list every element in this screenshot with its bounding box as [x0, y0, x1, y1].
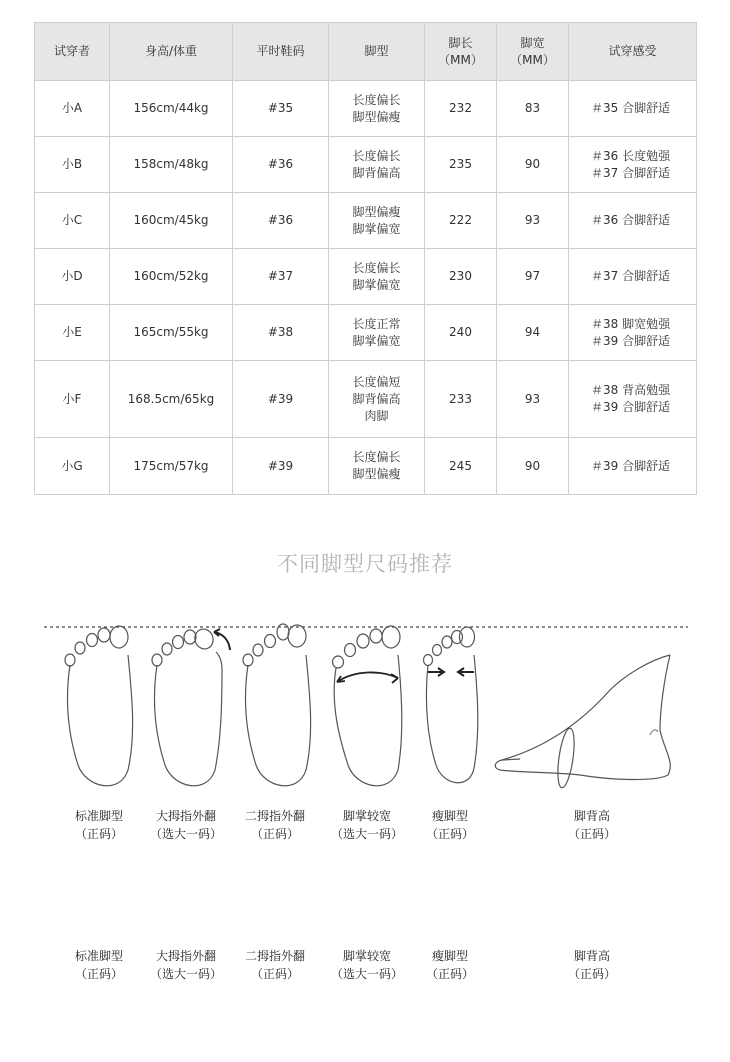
foot-type-label	[400, 947, 500, 983]
high-instep-foot-icon	[495, 655, 670, 789]
foot-type-name: 脚背高	[573, 949, 610, 963]
foot-shape-line: 脚背偏高	[352, 391, 401, 406]
header-foot-shape: 脚型	[329, 23, 425, 81]
foot-shape-line: 长度偏短	[352, 374, 401, 389]
table-row	[35, 438, 697, 495]
foot-type-name: 标准脚型	[74, 949, 123, 963]
cell-trial-feeling	[569, 305, 697, 361]
foot-shape-line: 脚掌偏宽	[352, 333, 401, 348]
size-trial-table-wrap	[34, 22, 696, 495]
cell-foot-length: 222	[425, 193, 497, 249]
foot-type-advice: （正码）	[567, 967, 616, 981]
cell-usual-size: #38	[233, 305, 329, 361]
cell-trial-feeling	[569, 137, 697, 193]
foot-type-name: 二拇指外翻	[244, 949, 305, 963]
cell-foot-shape	[329, 438, 425, 495]
cell-height-weight: 160cm/45kg	[110, 193, 233, 249]
cell-foot-width: 90	[497, 438, 569, 495]
header-usual-size: 平时鞋码	[233, 23, 329, 81]
foot-type-advice: （选大一码）	[330, 827, 403, 841]
foot-type-illustration	[0, 610, 730, 810]
foot-type-advice: （正码）	[250, 967, 299, 981]
standard-foot-icon	[65, 626, 133, 786]
foot-shape-line: 脚掌偏宽	[352, 221, 401, 236]
cell-trial-feeling	[569, 193, 697, 249]
cell-foot-length: 245	[425, 438, 497, 495]
cell-usual-size: #35	[233, 81, 329, 137]
table-row	[35, 81, 697, 137]
feeling-line: ＃37 合脚舒适	[591, 165, 671, 180]
cell-foot-shape	[329, 249, 425, 305]
cell-tester: 小F	[35, 361, 110, 438]
foot-type-advice: （正码）	[250, 827, 299, 841]
header-foot-width-label: 脚宽	[520, 35, 545, 50]
feeling-line: ＃38 脚宽勉强	[591, 316, 671, 331]
cell-usual-size: #36	[233, 193, 329, 249]
foot-type-advice: （正码）	[74, 827, 123, 841]
cell-foot-width: 90	[497, 137, 569, 193]
foot-type-advice: （正码）	[567, 827, 616, 841]
cell-usual-size: #39	[233, 438, 329, 495]
foot-shape-line: 脚掌偏宽	[352, 277, 401, 292]
table-row	[35, 361, 697, 438]
cell-height-weight: 156cm/44kg	[110, 81, 233, 137]
foot-type-name: 大拇指外翻	[155, 949, 216, 963]
cell-height-weight: 158cm/48kg	[110, 137, 233, 193]
foot-shape-line: 脚背偏高	[352, 165, 401, 180]
foot-type-advice: （正码）	[74, 967, 123, 981]
foot-type-label	[136, 947, 236, 983]
bunion-foot-icon	[152, 627, 230, 786]
foot-type-label	[542, 807, 642, 843]
cell-foot-length: 230	[425, 249, 497, 305]
cell-foot-length: 240	[425, 305, 497, 361]
cell-height-weight: 168.5cm/65kg	[110, 361, 233, 438]
cell-trial-feeling	[569, 438, 697, 495]
cell-foot-width: 83	[497, 81, 569, 137]
foot-shape-line: 长度偏长	[352, 450, 401, 464]
cell-tester: 小C	[35, 193, 110, 249]
header-foot-length-unit: （MM）	[438, 52, 483, 67]
table-row	[35, 137, 697, 193]
cell-foot-width: 93	[497, 361, 569, 438]
header-foot-length	[425, 23, 497, 81]
header-foot-length-label: 脚长	[448, 35, 473, 50]
cell-usual-size: #36	[233, 137, 329, 193]
cell-foot-shape	[329, 137, 425, 193]
feeling-line: ＃39 合脚舒适	[591, 458, 671, 473]
cell-foot-width: 97	[497, 249, 569, 305]
wide-foot-icon	[333, 626, 402, 786]
feeling-line: ＃39 合脚舒适	[591, 333, 671, 348]
table-row	[35, 249, 697, 305]
cell-height-weight: 175cm/57kg	[110, 438, 233, 495]
feeling-line: ＃37 合脚舒适	[591, 269, 671, 283]
section-title: 不同脚型尺码推荐	[277, 552, 453, 576]
foot-type-advice: （选大一码）	[149, 967, 222, 981]
foot-type-name: 二拇指外翻	[244, 809, 305, 823]
foot-shape-line: 长度偏长	[352, 148, 401, 163]
cell-foot-shape	[329, 193, 425, 249]
cell-foot-length: 232	[425, 81, 497, 137]
cell-tester: 小D	[35, 249, 110, 305]
cell-foot-length: 235	[425, 137, 497, 193]
foot-shape-line: 长度偏长	[352, 92, 401, 107]
foot-type-label	[49, 807, 149, 843]
cell-height-weight: 165cm/55kg	[110, 305, 233, 361]
cell-foot-length: 233	[425, 361, 497, 438]
cell-tester: 小B	[35, 137, 110, 193]
cell-foot-shape	[329, 81, 425, 137]
foot-type-label	[400, 807, 500, 843]
foot-type-label	[225, 947, 325, 983]
foot-type-name: 脚背高	[573, 809, 610, 823]
foot-type-advice: （正码）	[425, 967, 474, 981]
foot-type-name: 脚掌较宽	[342, 949, 391, 963]
foot-shape-line: 脚型偏瘦	[352, 467, 401, 481]
table-row	[35, 193, 697, 249]
header-height-weight: 身高/体重	[110, 23, 233, 81]
cell-usual-size: #37	[233, 249, 329, 305]
cell-tester: 小G	[35, 438, 110, 495]
foot-type-label	[542, 947, 642, 983]
foot-type-name: 大拇指外翻	[155, 809, 216, 823]
cell-foot-width: 94	[497, 305, 569, 361]
cell-foot-shape	[329, 305, 425, 361]
foot-type-name: 瘦脚型	[431, 949, 468, 963]
table-header-row	[35, 23, 697, 81]
foot-type-label	[136, 807, 236, 843]
foot-type-name: 瘦脚型	[431, 809, 468, 823]
header-tester: 试穿者	[35, 23, 110, 81]
table-row	[35, 305, 697, 361]
foot-type-advice: （选大一码）	[330, 967, 403, 981]
foot-shape-line: 肉脚	[364, 408, 389, 423]
feeling-line: ＃35 合脚舒适	[591, 101, 671, 115]
feeling-line: ＃36 合脚舒适	[591, 213, 671, 227]
foot-shape-line: 脚型偏瘦	[352, 109, 401, 124]
foot-shape-line: 脚型偏瘦	[352, 204, 401, 219]
cell-height-weight: 160cm/52kg	[110, 249, 233, 305]
feeling-line: ＃38 背高勉强	[591, 383, 671, 397]
foot-type-label	[225, 807, 325, 843]
cell-trial-feeling	[569, 361, 697, 438]
slim-foot-icon	[424, 627, 478, 783]
foot-shape-line: 长度正常	[352, 316, 401, 331]
cell-tester: 小A	[35, 81, 110, 137]
cell-trial-feeling	[569, 249, 697, 305]
foot-type-advice: （正码）	[425, 827, 474, 841]
second-toe-foot-icon	[243, 624, 311, 786]
foot-type-label	[49, 947, 149, 983]
header-trial-feeling: 试穿感受	[569, 23, 697, 81]
feeling-line: ＃36 长度勉强	[591, 148, 671, 163]
cell-tester: 小E	[35, 305, 110, 361]
feeling-line: ＃39 合脚舒适	[591, 400, 671, 414]
cell-foot-width: 93	[497, 193, 569, 249]
header-foot-width	[497, 23, 569, 81]
cell-trial-feeling	[569, 81, 697, 137]
foot-type-advice: （选大一码）	[149, 827, 222, 841]
foot-type-name: 标准脚型	[74, 809, 123, 823]
size-trial-table	[34, 22, 697, 495]
foot-type-name: 脚掌较宽	[342, 809, 391, 823]
header-foot-width-unit: （MM）	[510, 52, 555, 67]
foot-shape-line: 长度偏长	[352, 260, 401, 275]
cell-usual-size: #39	[233, 361, 329, 438]
cell-foot-shape	[329, 361, 425, 438]
